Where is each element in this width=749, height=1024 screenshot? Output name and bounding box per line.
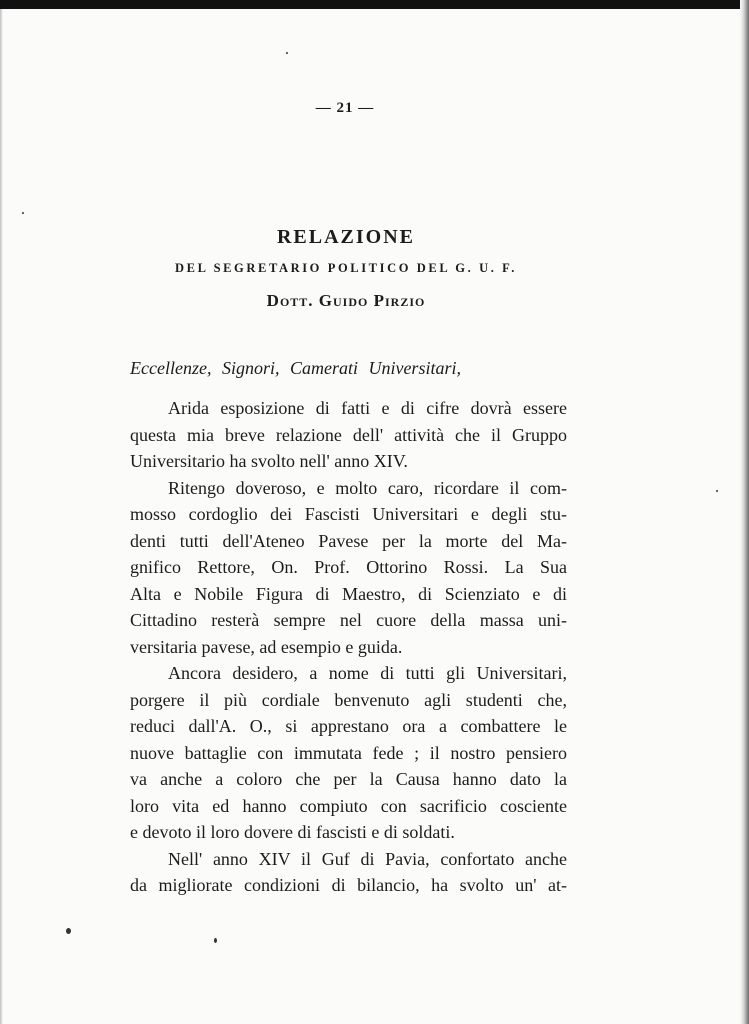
scan-speck xyxy=(22,212,24,214)
scan-speck xyxy=(286,52,288,54)
scan-top-border xyxy=(0,0,749,9)
text-line: e devoto il loro dovere di fascisti e di soldati. xyxy=(130,822,455,842)
text-line: denti tutti dell'Ateneo Pavese per la morte del Ma- xyxy=(130,530,567,551)
text-line: nuove battaglie con immutata fede ; il nostro pensiero xyxy=(130,742,567,763)
text-line: va anche a coloro che per la Causa hanno dato la xyxy=(130,769,567,789)
text-line: Arida esposizione di fatti e di cifre dovrà essere xyxy=(168,398,567,418)
text-line: questa mia breve relazione dell' attività che il Gruppo xyxy=(130,424,567,445)
text-line: reduci dall'A. O., si apprestano ora a combattere le xyxy=(130,716,567,736)
scan-speck xyxy=(716,490,718,492)
document-subtitle: DEL SEGRETARIO POLITICO DEL G. U. F. xyxy=(175,261,517,275)
page-number: — 21 — xyxy=(315,100,375,116)
text-line: Universitario ha svolto nell' anno XIV. xyxy=(130,451,408,471)
document-author: Dott. Guido Pirzio xyxy=(266,291,426,310)
scan-right-shadow xyxy=(740,0,749,1024)
document-title: RELAZIONE xyxy=(276,226,416,248)
text-line: Alta e Nobile Figura di Maestro, di Scienziato e di xyxy=(130,583,567,604)
scan-speck xyxy=(66,928,71,934)
text-line: mosso cordoglio dei Fascisti Universitari e degli stu- xyxy=(130,504,567,524)
scan-speck xyxy=(214,938,217,943)
text-line: da migliorate condizioni di bilancio, ha svolto un' at- xyxy=(130,875,567,895)
text-line: Cittadino resterà sempre nel cuore della massa uni- xyxy=(130,610,567,630)
text-line: porgere il più cordiale benvenuto agli studenti che, xyxy=(130,689,567,710)
text-line: Nell' anno XIV il Guf di Pavia, confortato anche xyxy=(168,848,567,869)
text-line: Ancora desidero, a nome di tutti gli Universitari, xyxy=(168,663,567,683)
text-line: Ritengo doveroso, e molto caro, ricordare il com- xyxy=(168,477,567,498)
text-line: versitaria pavese, ad esempio e guida. xyxy=(130,636,403,657)
text-line: gnifico Rettore, On. Prof. Ottorino Rossi. La Sua xyxy=(130,557,567,577)
salutation: Eccellenze, Signori, Camerati Universitari, xyxy=(130,358,461,378)
scan-left-shadow xyxy=(0,9,3,1024)
text-line: loro vita ed hanno compiuto con sacrificio cosciente xyxy=(130,795,567,816)
body-text xyxy=(130,395,567,899)
